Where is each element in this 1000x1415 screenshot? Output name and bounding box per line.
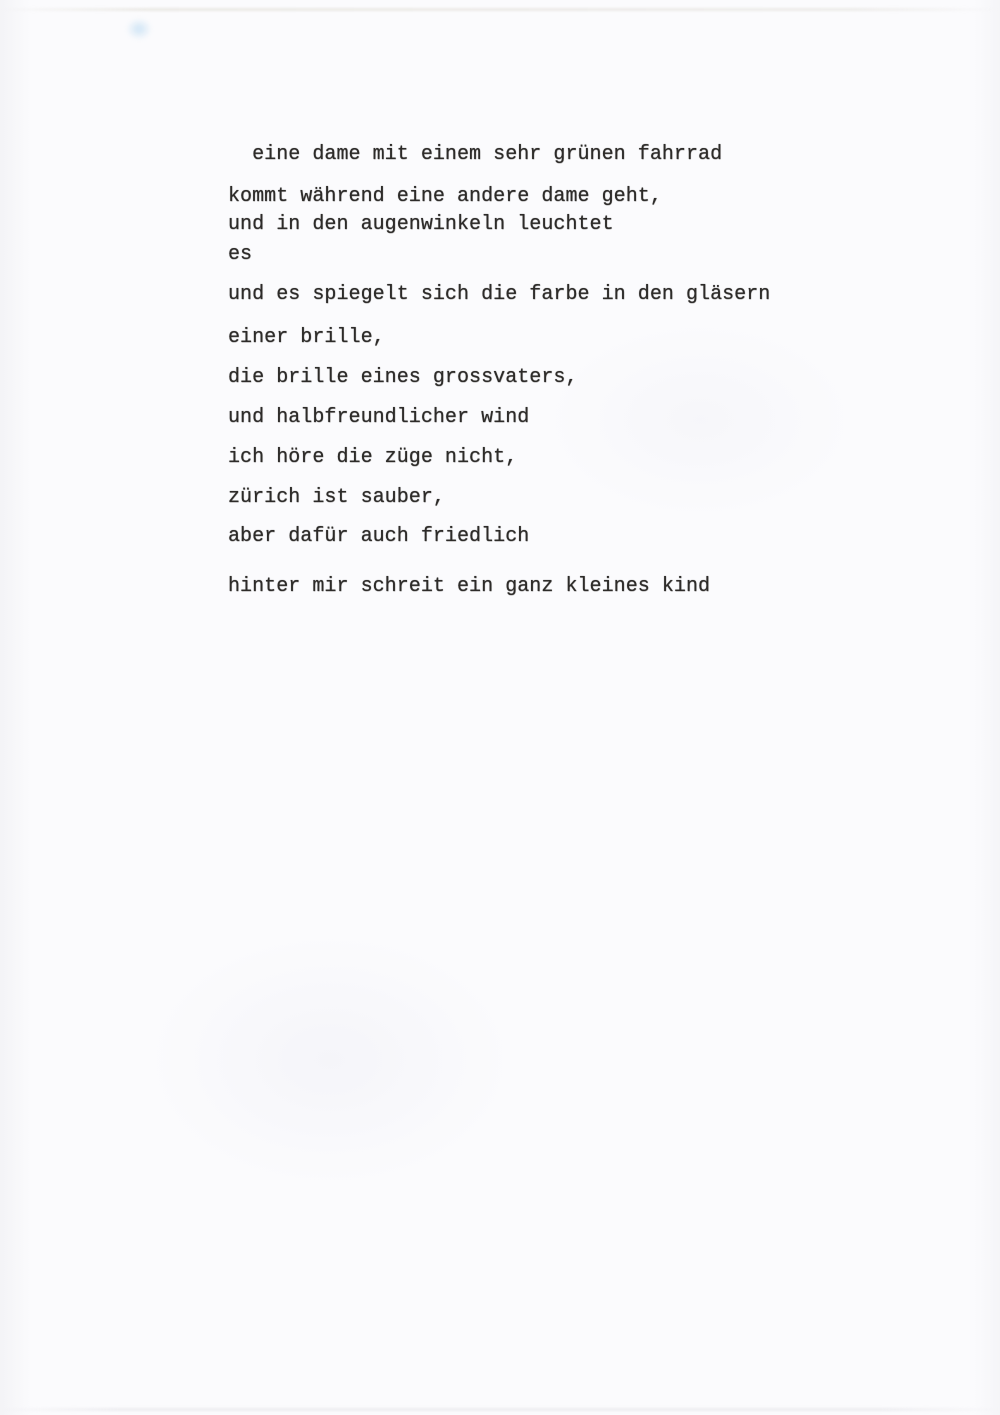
poem-line-7: die brille eines grossvaters, [228,366,578,389]
poem-line-1: eine dame mit einem sehr grünen fahrrad [228,143,723,166]
poem-line-5: und es spiegelt sich die farbe in den gläsern [228,283,771,306]
poem-line-2: kommt während eine andere dame geht, [228,185,662,208]
scan-edge-bottom [0,1408,1000,1411]
poem-line-3: und in den augenwinkeln leuchtet [228,213,614,236]
poem-line-12: hinter mir schreit ein ganz kleines kind [228,575,711,598]
poem-line-11: aber dafür auch friedlich [228,525,530,548]
poem-line-6: einer brille, [228,326,385,349]
poem-line-10: zürich ist sauber, [228,486,445,509]
poem-line-4: es [228,243,253,266]
poem-line-8: und halbfreundlicher wind [228,406,530,429]
poem-line-9: ich höre die züge nicht, [228,446,518,469]
